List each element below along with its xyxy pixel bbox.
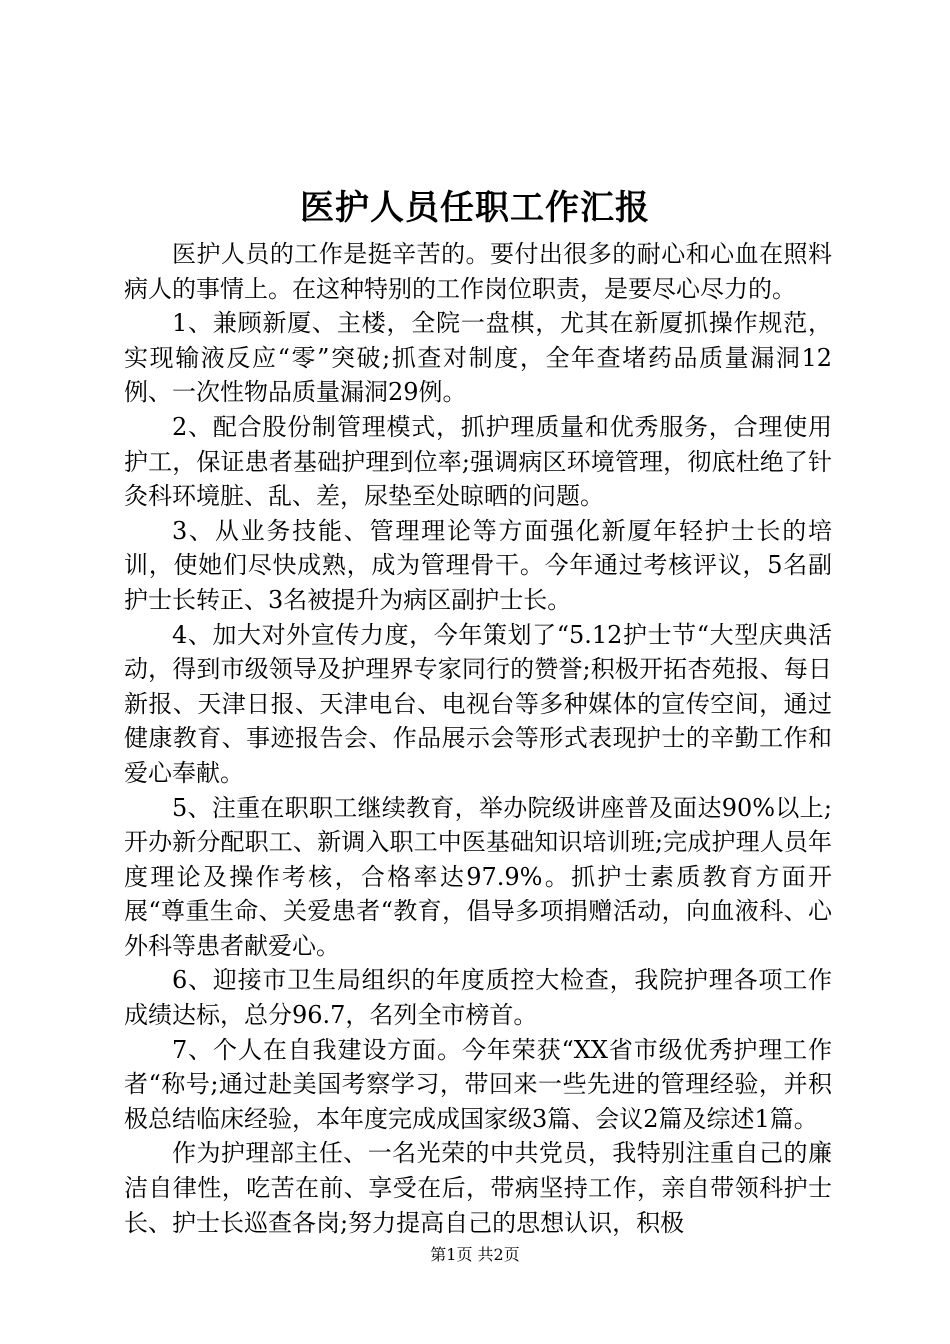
item-paragraph-2: 2、配合股份制管理模式，抓护理质量和优秀服务，合理使用护工，保证患者基础护理到位率;强调病区环境管理，彻底杜绝了针灸科环境脏、乱、差，尿垫至处晾晒的问题。 [124,412,832,511]
item-paragraph-4: 4、加大对外宣传力度，今年策划了“5.12护士节“大型庆典活动，得到市级领导及护理界专家同行的赞誉;积极开拓杏苑报、每日新报、天津日报、天津电台、电视台等多种媒体的宣传空间，通过健康教育、事迹报告会、作品展示会等形式表现护士的辛勤工作和爱心奉献。 [124,620,832,787]
closing-paragraph: 作为护理部主任、一名光荣的中共党员，我特别注重自己的廉洁自律性，吃苦在前、享受在后，带病坚持工作，亲自带领科护士长、护士长巡查各岗;努力提高自己的思想认识，积极 [124,1139,832,1237]
item-paragraph-1: 1、兼顾新厦、主楼，全院一盘棋，尤其在新厦抓操作规范，实现输液反应“零”突破;抓查对制度，全年查堵药品质量漏洞12例、一次性物品质量漏洞29例。 [124,309,832,407]
document-body [124,237,832,1240]
page-number-footer: 第1页 共2页 [430,1245,520,1264]
intro-paragraph: 医护人员的工作是挺辛苦的。要付出很多的耐心和心血在照料病人的事情上。在这种特别的工作岗位职责，是要尽心尽力的。 [124,240,832,303]
item-paragraph-3: 3、从业务技能、管理理论等方面强化新厦年轻护士长的培训，使她们尽快成熟，成为管理骨干。今年通过考核评议，5名副护士长转正、3名被提升为病区副护士长。 [124,516,832,614]
item-paragraph-6: 6、迎接市卫生局组织的年度质控大检查，我院护理各项工作成绩达标，总分96.7，名列全市榜首。 [124,966,832,1030]
item-paragraph-7: 7、个人在自我建设方面。今年荣获“XX省市级优秀护理工作者“称号;通过赴美国考察学习，带回来一些先进的管理经验，并积极总结临床经验，本年度完成成国家级3篇、会议2篇及综述1篇。 [124,1035,832,1133]
item-paragraph-5: 5、注重在职职工继续教育，举办院级讲座普及面达90%以上;开办新分配职工、新调入职工中医基础知识培训班;完成护理人员年度理论及操作考核，合格率达97.9%。抓护士素质教育方面开展“尊重生命、关爱患者“教育，倡导多项捐赠活动，向血液科、心外科等患者献爱心。 [124,793,832,960]
document-title: 医护人员任职工作汇报 [300,188,650,228]
